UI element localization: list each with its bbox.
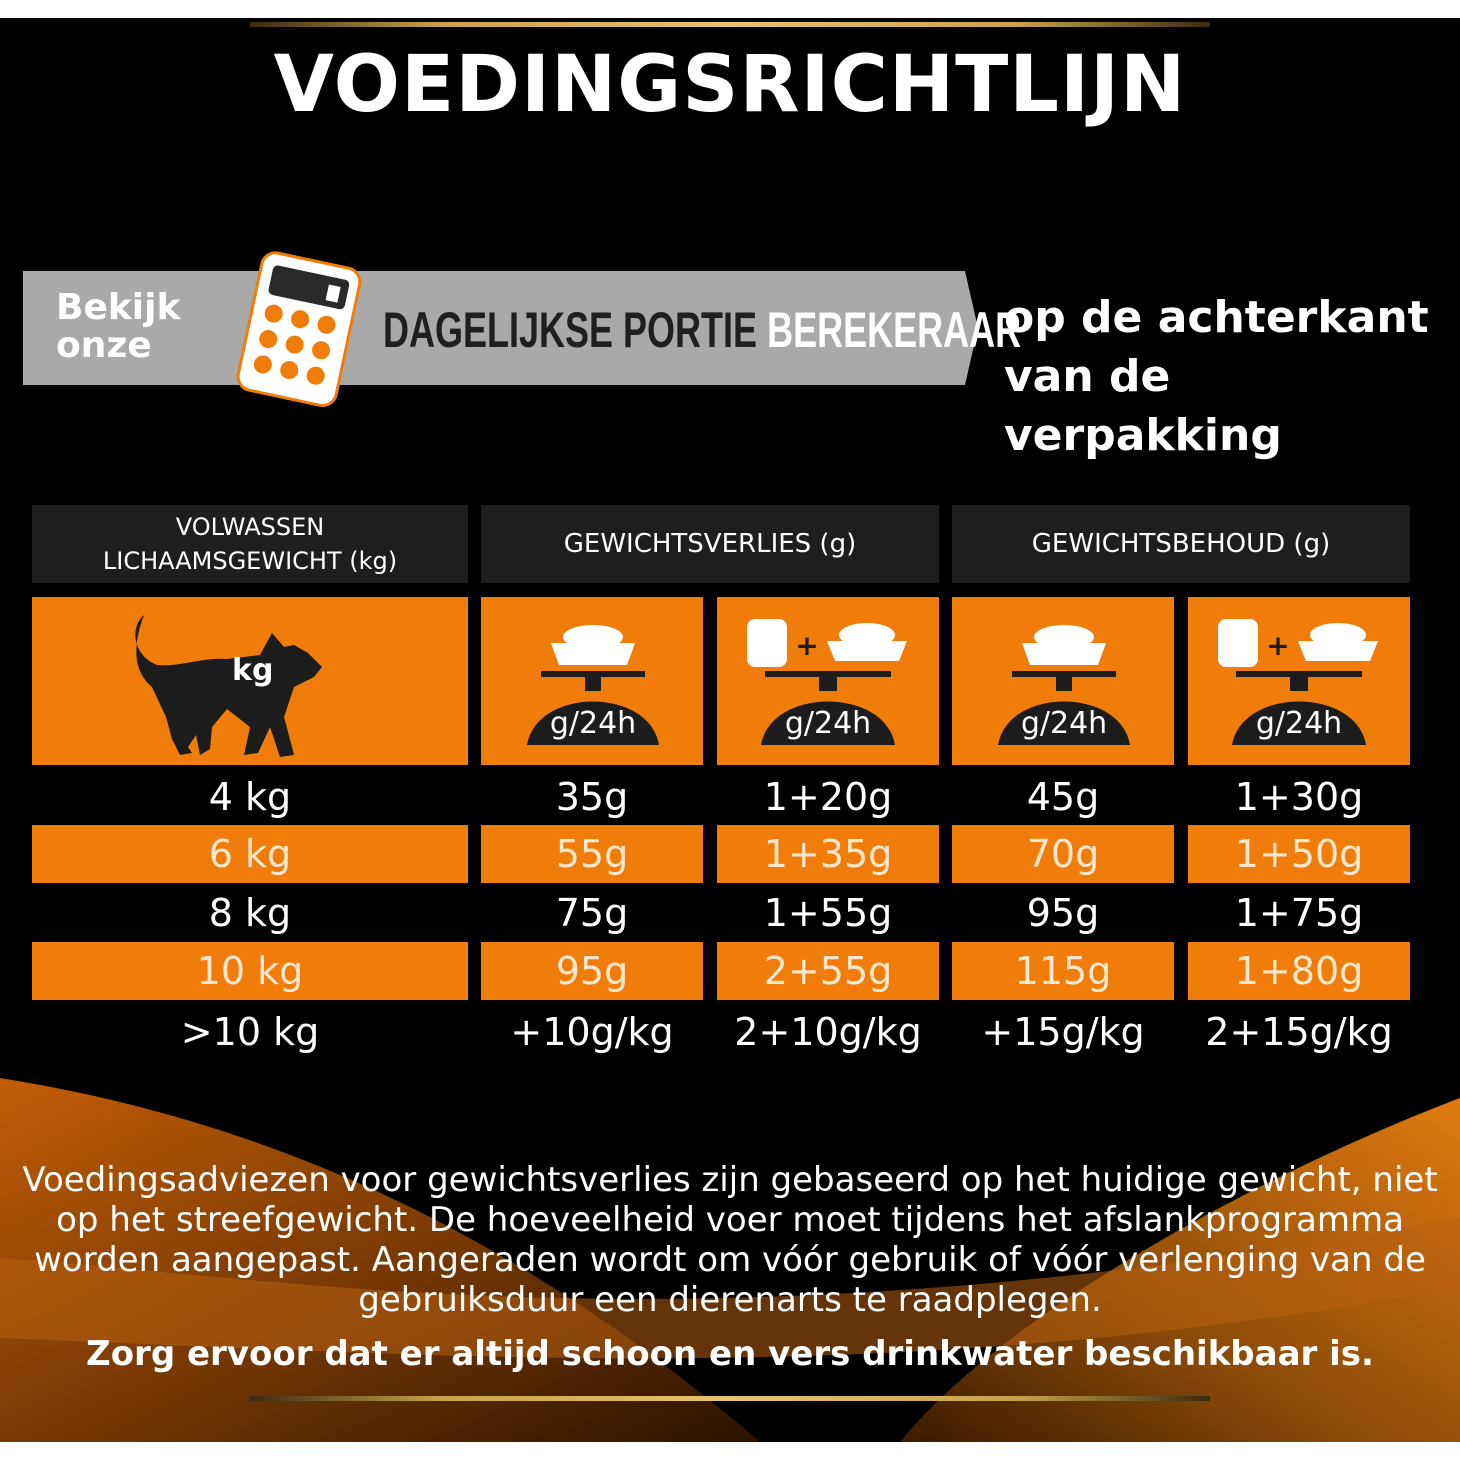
cell-loss-dry: 95g	[481, 942, 703, 1000]
cell-maintain-mixed: 1+75g	[1234, 891, 1364, 935]
cell-loss-dry: 35g	[555, 775, 629, 819]
cell-weight: 8 kg	[208, 891, 292, 935]
header-weight-label: VOLWASSEN LICHAAMSGEWICHT (kg)	[102, 513, 398, 575]
cell-maintain-dry: 70g	[952, 825, 1174, 883]
cell-weight: 4 kg	[208, 775, 292, 819]
plus-sign: +	[795, 629, 819, 662]
feeding-footnote: Voedingsadviezen voor gewichtsverlies zijn gebaseerd op het huidige gewicht, niet op het streefgewicht. De hoeveelheid voer moet tijdens het afslankprogramma worden aangepast. Aangeraden wordt om vóór gebruik of vóór verlenging van de gebruiksduur een dierenarts te raadplegen.	[22, 1160, 1438, 1320]
header-maintain-label: GEWICHTSBEHOUD (g)	[1031, 529, 1331, 559]
cat-kg-label: kg	[232, 653, 274, 688]
maintain-mixed-icon-cell	[1188, 597, 1410, 765]
cell-maintain-dry: 95g	[1026, 891, 1100, 935]
page-title: VOEDINGSRICHTLIJN	[273, 40, 1187, 130]
header-weight	[32, 505, 468, 583]
banner-see-our-text: Bekijk onze	[56, 287, 181, 366]
cell-maintain-mixed: 1+50g	[1188, 825, 1410, 883]
calculator-title	[383, 301, 1021, 359]
cell-maintain-mixed: 1+30g	[1234, 775, 1364, 819]
cell-weight: 10 kg	[32, 942, 468, 1000]
feeding-guide-panel	[0, 18, 1460, 1442]
cell-maintain-mixed: 2+15g/kg	[1205, 1010, 1393, 1054]
cell-loss-dry: +10g/kg	[510, 1010, 674, 1054]
cell-maintain-dry: 115g	[952, 942, 1174, 1000]
cell-maintain-dry: +15g/kg	[981, 1010, 1145, 1054]
cell-loss-mixed: 1+20g	[763, 775, 893, 819]
plus-sign: +	[1266, 629, 1290, 662]
maintain-dry-icon-cell	[952, 597, 1174, 765]
cell-loss-mixed: 2+10g/kg	[734, 1010, 922, 1054]
back-of-pack-text: op de achterkant van de verpakking	[1004, 292, 1429, 461]
calculator-title-part2: BEREKERAAR	[767, 302, 1022, 358]
calculator-title-part1: DAGELIJKSE PORTIE	[383, 302, 768, 358]
bottom-gold-line	[250, 1396, 1210, 1401]
scale-label: g/24h	[1020, 706, 1108, 741]
cell-loss-dry: 75g	[555, 891, 629, 935]
scale-label: g/24h	[784, 706, 872, 741]
cell-loss-mixed: 2+55g	[717, 942, 939, 1000]
header-weight-loss	[481, 505, 939, 583]
cell-loss-dry: 55g	[481, 825, 703, 883]
scale-wet-plus-dry-icon	[717, 597, 939, 765]
calculator-icon	[231, 249, 366, 409]
cell-maintain-mixed: 1+80g	[1188, 942, 1410, 1000]
cell-loss-mixed: 1+55g	[763, 891, 893, 935]
loss-mixed-icon-cell	[717, 597, 939, 765]
scale-label: g/24h	[1255, 706, 1343, 741]
cell-loss-mixed: 1+35g	[717, 825, 939, 883]
loss-dry-icon-cell	[481, 597, 703, 765]
cell-maintain-dry: 45g	[1026, 775, 1100, 819]
scale-wet-plus-dry-icon	[1188, 597, 1410, 765]
calculator-banner	[23, 271, 1022, 385]
cell-weight: 6 kg	[32, 825, 468, 883]
cat-weight-icon-cell	[32, 597, 468, 765]
water-note: Zorg ervoor dat er altijd schoon en vers drinkwater beschikbaar is.	[86, 1334, 1374, 1374]
header-loss-label: GEWICHTSVERLIES (g)	[563, 529, 857, 559]
scale-dry-food-icon	[952, 597, 1174, 765]
header-weight-maintenance	[952, 505, 1410, 583]
scale-dry-food-icon	[481, 597, 703, 765]
top-gold-line	[250, 22, 1210, 27]
scale-label: g/24h	[549, 706, 637, 741]
cat-icon	[32, 597, 468, 765]
cell-weight: >10 kg	[180, 1010, 320, 1054]
